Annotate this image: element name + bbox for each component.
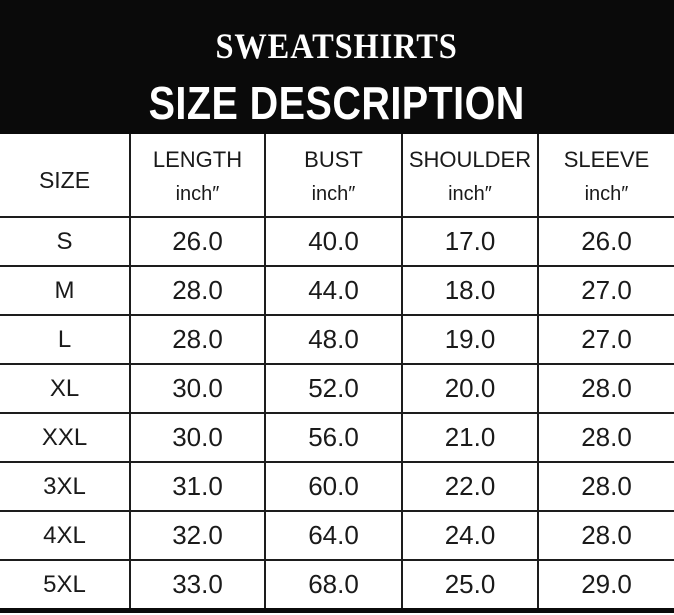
unit-label: inch″ [175,182,220,205]
size-cell: 3XL [0,462,130,511]
column-header-label: BUST [304,146,363,172]
shoulder-cell: 21.0 [402,413,538,462]
sleeve-cell: 27.0 [538,315,674,364]
bust-cell: 64.0 [265,511,402,560]
size-cell: M [0,266,130,315]
size-cell: 5XL [0,560,130,611]
bust-cell: 48.0 [265,315,402,364]
length-cell: 31.0 [130,462,265,511]
length-cell: 30.0 [130,413,265,462]
length-cell: 33.0 [130,560,265,611]
shoulder-cell: 17.0 [402,217,538,266]
size-cell: S [0,217,130,266]
bust-cell: 56.0 [265,413,402,462]
shoulder-cell: 19.0 [402,315,538,364]
size-cell: XL [0,364,130,413]
shoulder-cell: 18.0 [402,266,538,315]
unit-label: inch″ [311,182,356,205]
length-cell: 30.0 [130,364,265,413]
length-cell: 26.0 [130,217,265,266]
sleeve-cell: 29.0 [538,560,674,611]
column-header-shoulder [402,134,538,217]
sleeve-cell: 27.0 [538,266,674,315]
size-cell: L [0,315,130,364]
sleeve-cell: 26.0 [538,217,674,266]
length-cell: 32.0 [130,511,265,560]
table-row-m [0,266,674,315]
table-header-row [0,134,674,217]
size-table [0,134,674,613]
brand-title: SWEATSHIRTS [215,26,459,66]
shoulder-cell: 20.0 [402,364,538,413]
shoulder-cell: 25.0 [402,560,538,611]
column-header-label: SLEEVE [563,146,650,172]
size-cell: 4XL [0,511,130,560]
bust-cell: 44.0 [265,266,402,315]
column-header-size [0,134,130,217]
bust-cell: 60.0 [265,462,402,511]
table-row-l [0,315,674,364]
sleeve-cell: 28.0 [538,511,674,560]
unit-label: inch″ [584,182,629,205]
column-header-length [130,134,265,217]
column-header-sleeve [538,134,674,217]
sleeve-cell: 28.0 [538,364,674,413]
length-cell: 28.0 [130,266,265,315]
shoulder-cell: 22.0 [402,462,538,511]
size-cell: XXL [0,413,130,462]
table-row-xxl [0,413,674,462]
bust-cell: 52.0 [265,364,402,413]
table-row-4xl [0,511,674,560]
table-row-5xl [0,560,674,611]
length-cell: 28.0 [130,315,265,364]
table-row-3xl [0,462,674,511]
table-row-s [0,217,674,266]
bust-cell: 68.0 [265,560,402,611]
unit-label: inch″ [448,182,492,205]
page-title: SIZE DESCRIPTION [148,77,526,129]
sleeve-cell: 28.0 [538,462,674,511]
column-header-label: SIZE [38,166,91,193]
table-row-xl [0,364,674,413]
column-header-label: LENGTH [152,146,243,172]
bust-cell: 40.0 [265,217,402,266]
header-banner [0,0,674,134]
sleeve-cell: 28.0 [538,413,674,462]
shoulder-cell: 24.0 [402,511,538,560]
column-header-label: SHOULDER [408,146,532,172]
column-header-bust [265,134,402,217]
